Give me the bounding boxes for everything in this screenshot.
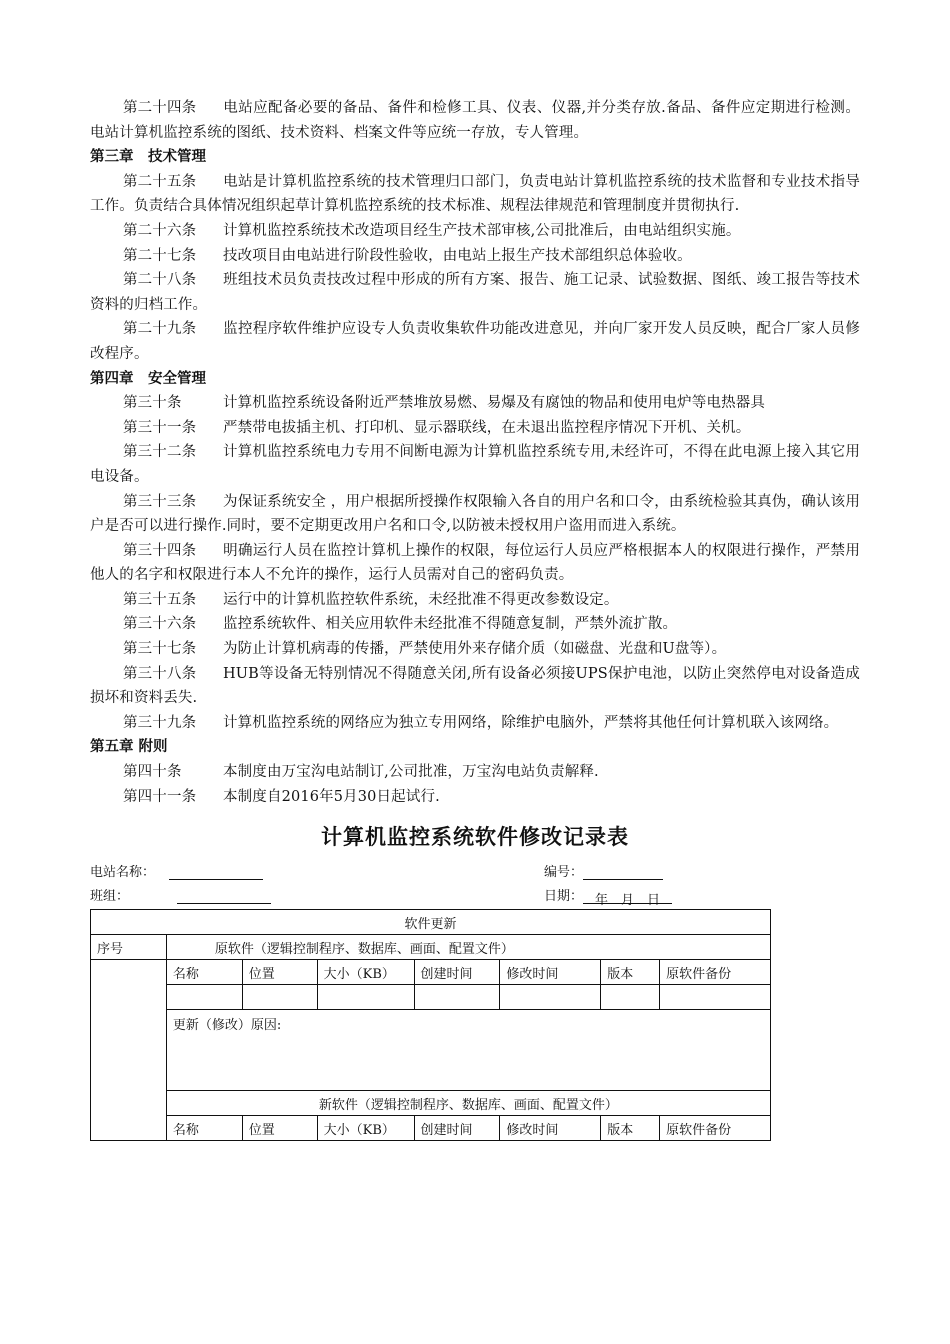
article-text: 运行中的计算机监控软件系统，未经批准不得更改参数设定。 — [223, 591, 619, 608]
article-number: 第三十二条 — [123, 444, 197, 461]
article-number: 第二十七条 — [123, 247, 197, 264]
article — [90, 662, 860, 711]
article-number: 第二十八条 — [123, 272, 197, 289]
article-number: 第三十八条 — [123, 665, 197, 682]
old-created-cell[interactable] — [414, 985, 500, 1010]
article — [90, 612, 860, 637]
article — [90, 244, 860, 269]
article — [90, 268, 860, 317]
col-created-2: 创建时间 — [414, 1116, 500, 1141]
reason-label: 更新（修改）原因: — [172, 1018, 282, 1034]
article-number: 第二十九条 — [123, 321, 197, 338]
article-number: 第三十一条 — [123, 419, 197, 436]
article — [90, 490, 860, 539]
article-text: 计算机监控系统电力专用不间断电源为计算机监控系统专用,未经许可，不得在此电源上接入其它用电设备。 — [90, 444, 860, 485]
article-text: 电站是计算机监控系统的技术管理归口部门，负责电站计算机监控系统的技术监督和专业技术指导工作。负责结合具体情况组织起草计算机监控系统的技术标准、规程法律规范和管理制度并贯彻执行. — [90, 173, 860, 215]
article-text: 明确运行人员在监控计算机上操作的权限，每位运行人员应严格根据本人的权限进行操作，严禁用他人的名字和权限进行本人不允许的操作，运行人员需对自己的密码负责。 — [90, 542, 860, 584]
article — [90, 711, 860, 736]
article — [90, 391, 860, 416]
article — [90, 219, 860, 244]
chapter-heading: 第四章 安全管理 — [90, 370, 206, 387]
old-name-cell[interactable] — [166, 985, 242, 1010]
article-text: 电站应配备必要的备品、备件和检修工具、仪表、仪器,并分类存放.备品、备件应定期进行检测。电站计算机监控系统的图纸、技术资料、档案文件等应统一存放，专人管理。 — [90, 100, 860, 141]
article-text: 计算机监控系统技术改造项目经生产技术部审核,公司批准后，由电站组织实施。 — [223, 222, 741, 239]
article-number: 第三十九条 — [123, 714, 197, 731]
article-number: 第四十条 — [123, 764, 182, 781]
date-value[interactable]: 年 月 日 — [583, 889, 672, 904]
article-number: 第二十五条 — [123, 173, 197, 190]
article-text: 监控程序软件维护应设专人负责收集软件功能改进意见，并向厂家开发人员反映，配合厂家人员修改程序。 — [90, 321, 860, 362]
article-text: HUB等设备无特别情况不得随意关闭,所有设备必须接UPS保护电池，以防止突然停电对设备造成损坏和资料丢失. — [90, 665, 860, 707]
col-version-2: 版本 — [601, 1116, 660, 1141]
article-number: 第二十四条 — [123, 100, 197, 116]
article-text: 班组技术员负责技改过程中形成的所有方案、报告、施工记录、试验数据、图纸、竣工报告等技术资料的归档工作。 — [90, 272, 860, 313]
article-number: 第三十条 — [123, 395, 182, 412]
article-text: 本制度自2016年5月30日起试行. — [223, 788, 440, 805]
station-name-field — [90, 861, 263, 880]
number-blank[interactable] — [583, 865, 663, 880]
col-name-2: 名称 — [166, 1116, 242, 1141]
form-title: 计算机监控系统软件修改记录表 — [321, 825, 629, 850]
old-software-header: 原软件（逻辑控制程序、数据库、画面、配置文件） — [166, 935, 770, 960]
team-blank[interactable] — [177, 889, 271, 904]
col-modified: 修改时间 — [500, 960, 601, 985]
old-size-cell[interactable] — [317, 985, 414, 1010]
article — [90, 170, 860, 219]
article-number: 第三十四条 — [123, 542, 197, 559]
form-meta — [90, 861, 860, 909]
old-location-cell[interactable] — [242, 985, 317, 1010]
number-label: 编号： — [544, 865, 584, 881]
article-number: 第三十五条 — [123, 591, 197, 608]
article-text: 为保证系统安全 ，用户根据所授操作权限输入各自的用户名和口令，由系统检验其真伪，确认该用户是否可以进行操作.同时，要不定期更改用户名和口令,以防被未授权用户盗用而进入系统。 — [90, 493, 860, 535]
col-version: 版本 — [601, 960, 660, 985]
new-software-header: 新软件（逻辑控制程序、数据库、画面、配置文件） — [166, 1091, 770, 1116]
col-created: 创建时间 — [414, 960, 500, 985]
seq-cell[interactable] — [91, 960, 167, 1141]
article — [90, 760, 860, 785]
article-number: 第二十六条 — [123, 222, 197, 239]
record-table — [90, 909, 771, 1141]
article — [90, 539, 860, 588]
article-text: 计算机监控系统的网络应为独立专用网络，除维护电脑外，严禁将其他任何计算机联入该网络。 — [223, 714, 839, 731]
date-label: 日期： — [544, 889, 584, 905]
article-number: 第四十一条 — [123, 788, 197, 805]
article — [90, 440, 860, 489]
chapter-heading: 第三章 技术管理 — [90, 149, 206, 166]
article — [90, 637, 860, 662]
document-page — [90, 96, 860, 1141]
station-name-blank[interactable] — [169, 865, 263, 880]
section-header: 软件更新 — [91, 910, 771, 935]
col-location-2: 位置 — [242, 1116, 317, 1141]
article — [90, 96, 860, 145]
team-label: 班组： — [90, 889, 130, 905]
article-text: 严禁带电拔插主机、打印机、显示器联线，在未退出监控程序情况下开机、关机。 — [223, 419, 751, 436]
col-name: 名称 — [166, 960, 242, 985]
col-location: 位置 — [242, 960, 317, 985]
col-modified-2: 修改时间 — [500, 1116, 601, 1141]
col-backup: 原软件备份 — [660, 960, 771, 985]
articles-c — [90, 391, 860, 735]
team-field — [90, 885, 271, 904]
article — [90, 317, 860, 366]
article-text: 本制度由万宝沟电站制订,公司批准，万宝沟电站负责解释. — [223, 764, 599, 781]
article-number: 第三十七条 — [123, 641, 197, 658]
old-modified-cell[interactable] — [500, 985, 601, 1010]
old-version-cell[interactable] — [601, 985, 660, 1010]
number-field — [544, 861, 663, 880]
date-field — [544, 885, 672, 909]
article — [90, 416, 860, 441]
old-backup-cell[interactable] — [660, 985, 771, 1010]
article-text: 监控系统软件、相关应用软件未经批准不得随意复制，严禁外流扩散。 — [223, 616, 678, 633]
articles-b — [90, 170, 860, 367]
col-size-2: 大小（KB） — [317, 1116, 414, 1141]
article-number: 第三十三条 — [123, 493, 197, 510]
col-backup-2: 原软件备份 — [660, 1116, 771, 1141]
col-size: 大小（KB） — [317, 960, 414, 985]
article-text: 计算机监控系统设备附近严禁堆放易燃、易爆及有腐蚀的物品和使用电炉等电热器具 — [223, 395, 766, 412]
article — [90, 785, 860, 810]
article-number: 第三十六条 — [123, 616, 197, 633]
seq-label: 序号 — [91, 935, 167, 960]
article-text: 为防止计算机病毒的传播，严禁使用外来存储介质（如磁盘、光盘和U盘等）。 — [223, 641, 727, 658]
article-text: 技改项目由电站进行阶段性验收，由电站上报生产技术部组织总体验收。 — [223, 247, 692, 264]
article — [90, 588, 860, 613]
articles-a — [90, 96, 860, 145]
articles-d — [90, 760, 860, 809]
reason-cell[interactable] — [166, 1010, 770, 1091]
station-name-label: 电站名称： — [90, 865, 156, 881]
chapter-heading: 第五章 附则 — [90, 739, 168, 756]
